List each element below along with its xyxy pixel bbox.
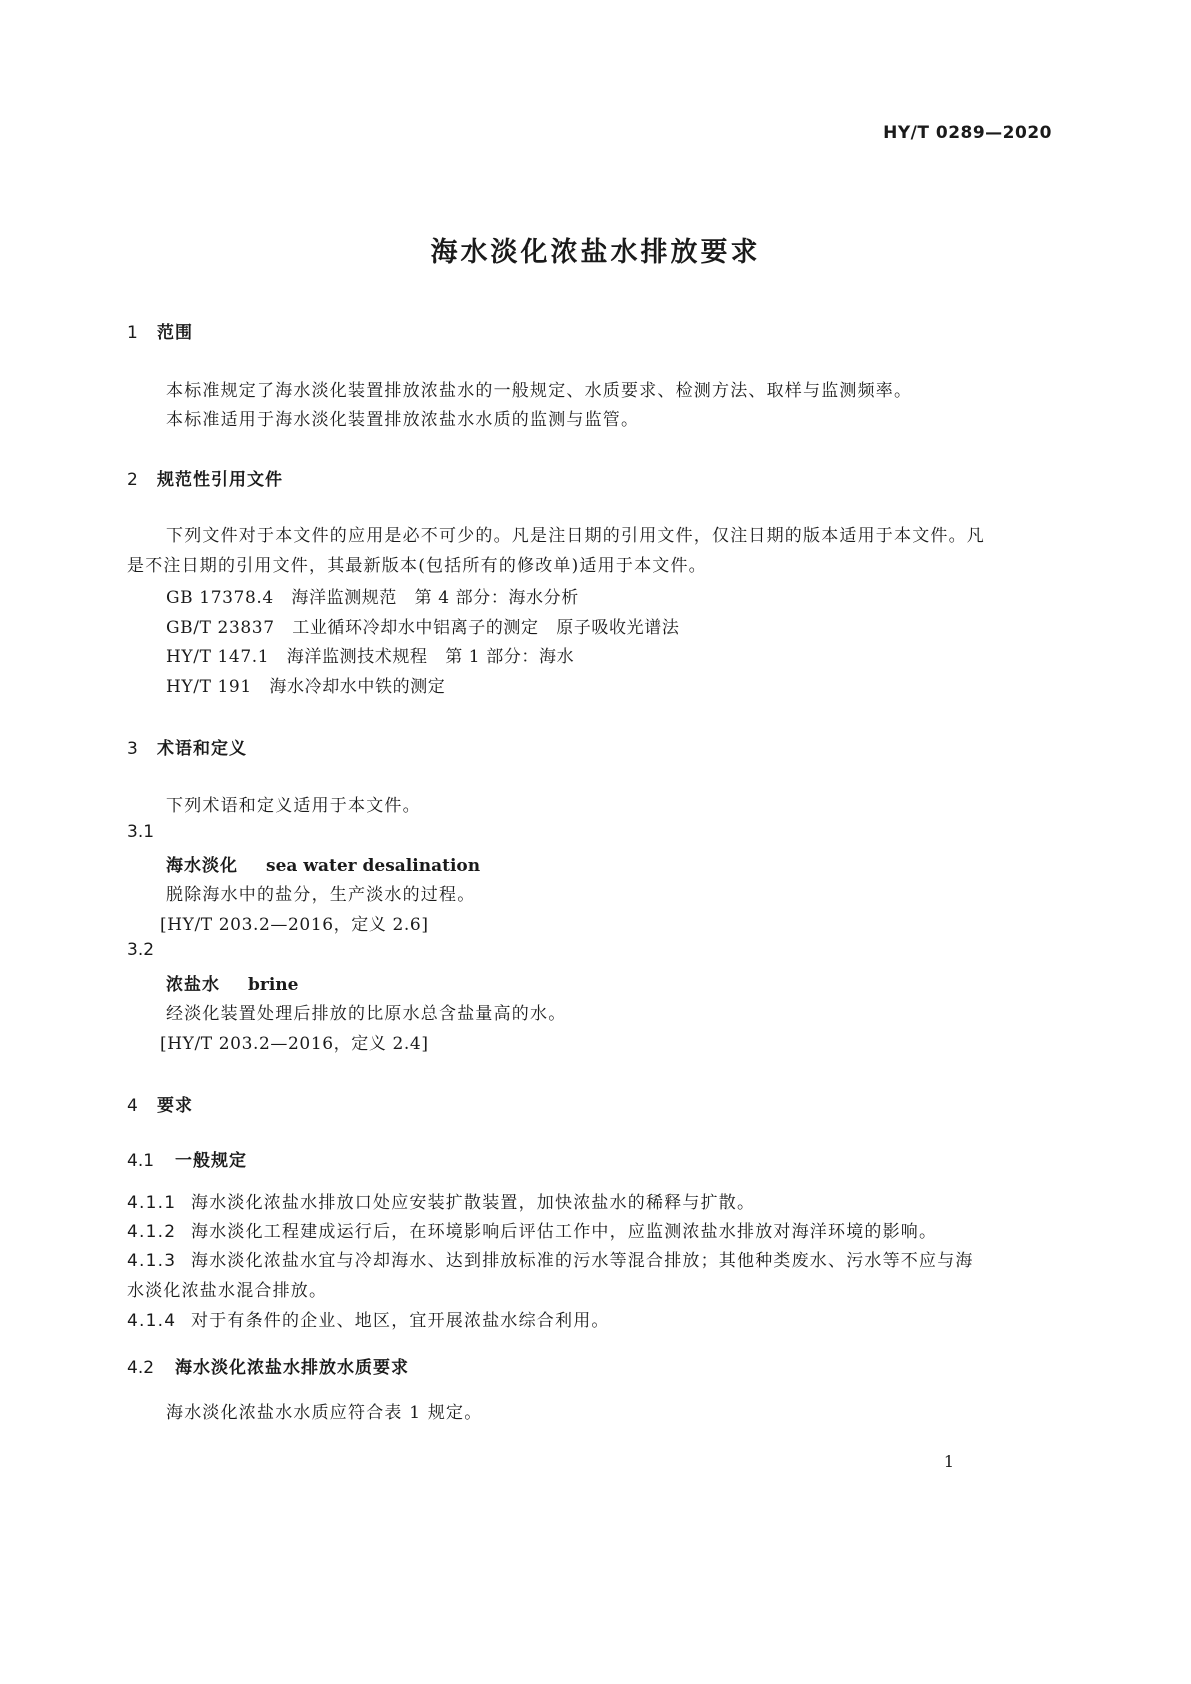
section-number: 2 <box>127 470 138 490</box>
term-source: [HY/T 203.2—2016，定义 2.6] <box>160 915 429 935</box>
clause-item <box>127 1217 937 1242</box>
clause-text: 对于有条件的企业、地区，宜开展浓盐水综合利用。 <box>191 1311 610 1331</box>
clause-number: 4.1.2 <box>127 1222 177 1242</box>
term-number: 3.2 <box>127 940 155 960</box>
section-title: 规范性引用文件 <box>157 470 283 490</box>
subsection-title: 一般规定 <box>175 1151 247 1171</box>
term-definition: 脱除海水中的盐分，生产淡水的过程。 <box>166 885 476 905</box>
reference-code: HY/T 147.1 <box>166 647 270 667</box>
paragraph: 下列文件对于本文件的应用是必不可少的。凡是注日期的引用文件，仅注日期的版本适用于本文件。凡是不注日期的引用文件，其最新版本(包括所有的修改单)适用于本文件。 <box>127 526 985 576</box>
term-definition: 经淡化装置处理后排放的比原水总含盐量高的水。 <box>166 1004 567 1024</box>
term-entry <box>166 851 480 876</box>
clause-text: 海水淡化浓盐水宜与冷却海水、达到排放标准的污水等混合排放；其他种类废水、污水等不应与海水淡化浓盐水混合排放。 <box>127 1251 974 1301</box>
section-title: 要求 <box>157 1096 193 1116</box>
paragraph: 海水淡化浓盐水水质应符合表 1 规定。 <box>166 1403 483 1423</box>
paragraph: 本标准适用于海水淡化装置排放浓盐水水质的监测与监管。 <box>166 410 640 430</box>
term-entry <box>166 970 298 995</box>
clause-item <box>127 1188 755 1213</box>
subsection-number: 4.2 <box>127 1358 155 1378</box>
clause-number: 4.1.4 <box>127 1311 177 1331</box>
subsection-4-1-heading <box>127 1146 247 1171</box>
clause-number: 4.1.3 <box>127 1251 177 1271</box>
section-number: 3 <box>127 739 138 759</box>
term-zh: 海水淡化 <box>166 856 238 876</box>
document-title: 海水淡化浓盐水排放要求 <box>430 237 761 268</box>
reference-item <box>166 583 579 608</box>
clause-item <box>127 1306 610 1331</box>
section-1-heading <box>127 318 193 343</box>
term-number: 3.1 <box>127 822 155 842</box>
reference-name: 海水冷却水中铁的测定 <box>269 677 446 697</box>
clause-text: 海水淡化浓盐水排放口处应安装扩散装置，加快浓盐水的稀释与扩散。 <box>191 1193 756 1213</box>
clause-text: 海水淡化工程建成运行后，在环境影响后评估工作中，应监测浓盐水排放对海洋环境的影响。 <box>191 1222 938 1242</box>
term-zh: 浓盐水 <box>166 975 220 995</box>
standard-code: HY/T 0289—2020 <box>883 123 1052 143</box>
reference-code: HY/T 191 <box>166 677 252 697</box>
reference-code: GB 17378.4 <box>166 588 274 608</box>
paragraph: 下列术语和定义适用于本文件。 <box>166 796 421 816</box>
reference-name: 海洋监测规范 第 4 部分：海水分析 <box>291 588 579 608</box>
reference-item <box>166 613 679 638</box>
reference-item <box>166 642 574 667</box>
reference-code: GB/T 23837 <box>166 618 275 638</box>
clause-number: 4.1.1 <box>127 1193 177 1213</box>
page-number: 1 <box>943 1452 954 1471</box>
subsection-number: 4.1 <box>127 1151 155 1171</box>
section-title: 范围 <box>157 323 193 343</box>
term-en: brine <box>248 975 299 995</box>
term-source: [HY/T 203.2—2016，定义 2.4] <box>160 1034 429 1054</box>
reference-item <box>166 672 445 697</box>
term-en: sea water desalination <box>266 856 481 876</box>
paragraph: 本标准规定了海水淡化装置排放浓盐水的一般规定、水质要求、检测方法、取样与监测频率。 <box>166 381 913 401</box>
reference-name: 海洋监测技术规程 第 1 部分：海水 <box>286 647 575 667</box>
section-number: 1 <box>127 323 138 343</box>
reference-name: 工业循环冷却水中铝离子的测定 原子吸收光谱法 <box>292 618 680 638</box>
section-title: 术语和定义 <box>157 739 247 759</box>
section-3-heading <box>127 734 247 759</box>
clause-item <box>127 1246 987 1306</box>
section-4-heading <box>127 1091 193 1116</box>
section-2-heading <box>127 465 283 490</box>
subsection-title: 海水淡化浓盐水排放水质要求 <box>175 1358 409 1378</box>
subsection-4-2-heading <box>127 1353 409 1378</box>
section-number: 4 <box>127 1096 138 1116</box>
